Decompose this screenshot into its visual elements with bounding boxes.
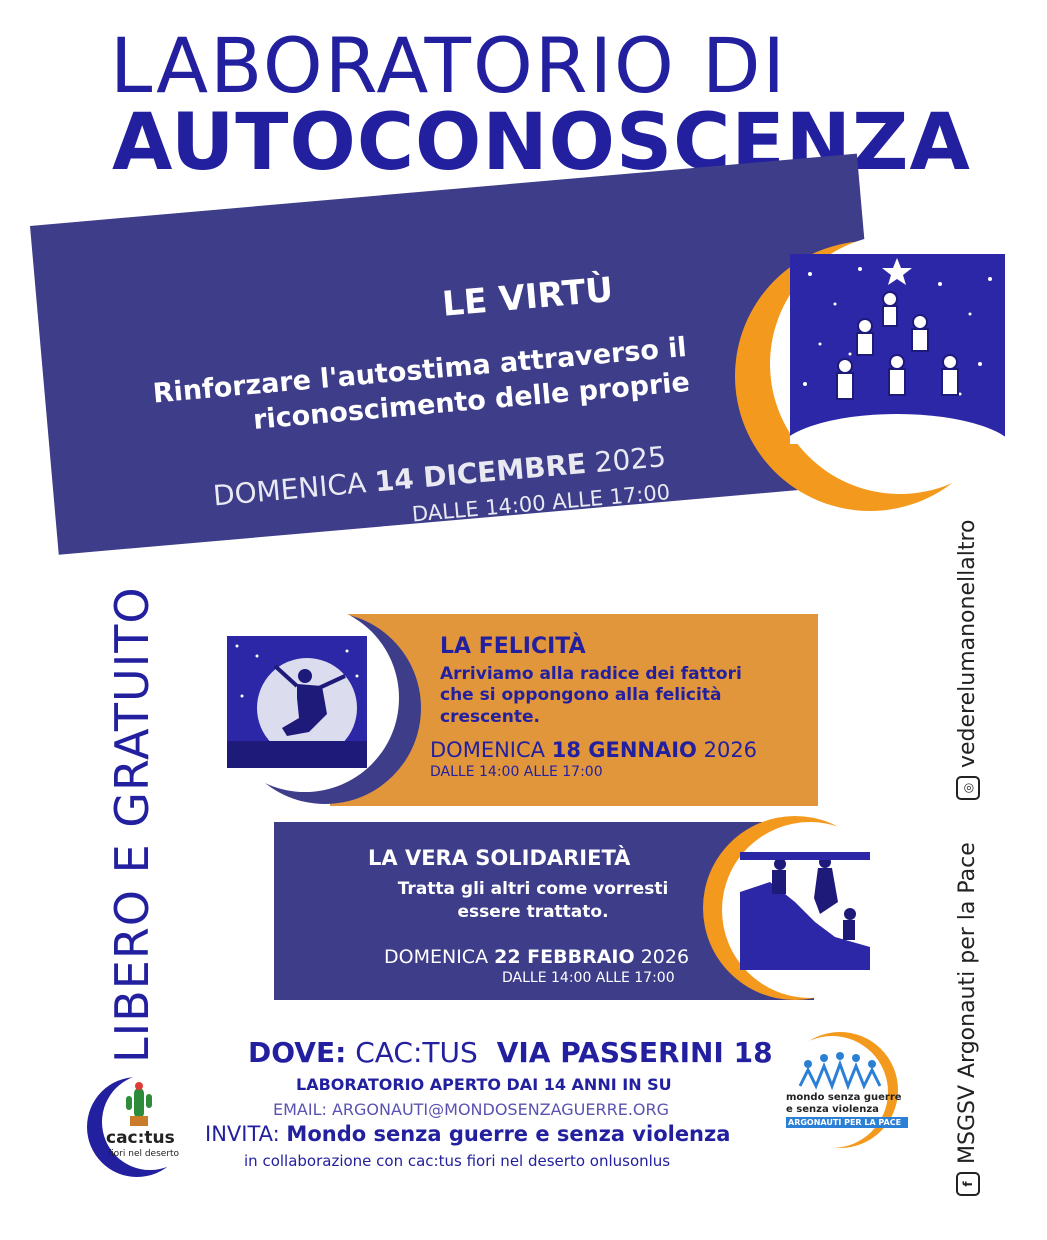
invita-label: INVITA:	[205, 1122, 280, 1146]
facebook-page[interactable]	[955, 842, 980, 1196]
age-note: LABORATORIO APERTO DAI 14 ANNI IN SU	[296, 1075, 672, 1094]
mondo-logo-line2: e senza violenza	[786, 1104, 879, 1115]
title-line2: AUTOCONOSCENZA	[112, 98, 971, 188]
dove-address: VIA PASSERINI 18	[496, 1036, 773, 1069]
instagram-icon: ◎	[956, 776, 980, 800]
libero-gratuito-label: LIBERO E GRATUITO	[105, 586, 159, 1063]
event2-title: LA FELICITÀ	[440, 634, 586, 659]
climbers-helping-illustration	[740, 852, 870, 970]
children-pyramid-illustration	[790, 254, 1005, 444]
invita-org: Mondo senza guerre e senza violenza	[286, 1122, 731, 1146]
collaboration-line: in collaborazione con cac:tus fiori nel deserto onlusonlus	[244, 1152, 671, 1170]
instagram-handle-text: vederelumanonellaltro	[955, 519, 980, 768]
event1-hours: DALLE 14:00 ALLE 17:00	[410, 480, 672, 527]
event1-illustration	[790, 254, 1005, 444]
event1-title: LE VIRTÙ	[440, 270, 615, 325]
event1-description: Rinforzare l'autostima attraverso il riconoscimento delle proprie	[151, 331, 691, 437]
event2-illustration	[227, 636, 367, 768]
mondo-logo-line1: mondo senza guerre	[786, 1092, 902, 1103]
event2-year: 2026	[703, 738, 758, 762]
event1-date: 14 DICEMBRE	[373, 446, 588, 499]
cactus-crescent-icon	[82, 1072, 192, 1182]
floating-woman-moon-illustration	[227, 636, 367, 768]
dove-line	[248, 1036, 773, 1069]
event2-day: DOMENICA	[430, 738, 546, 762]
event2-date-line	[430, 738, 757, 762]
event3-date-line	[384, 946, 689, 968]
instagram-handle[interactable]	[955, 520, 980, 800]
event3-title: LA VERA SOLIDARIETÀ	[368, 846, 631, 870]
event1-year: 2025	[593, 440, 668, 480]
invita-line	[205, 1122, 730, 1146]
dove-place: CAC:TUS	[355, 1036, 478, 1069]
event3-hours: DALLE 14:00 ALLE 17:00	[502, 970, 675, 986]
dove-label: DOVE:	[248, 1036, 347, 1069]
event1-day: DOMENICA	[211, 466, 368, 513]
event3-date: 22 FEBBRAIO	[494, 946, 635, 968]
facebook-icon: f	[956, 1172, 980, 1196]
event2-date: 18 GENNAIO	[551, 738, 697, 762]
event3-year: 2026	[640, 946, 690, 968]
email-line[interactable]: EMAIL: ARGONAUTI@MONDOSENZAGUERRE.ORG	[273, 1100, 670, 1119]
event3-description: Tratta gli altri come vorresti essere trattato.	[397, 879, 669, 922]
mondo-senza-guerre-logo	[770, 1028, 920, 1158]
event2-description: Arriviamo alla radice dei fattori che si oppongono alla felicità crescente.	[440, 664, 742, 727]
cactus-logo-name: cac:tus	[106, 1128, 175, 1148]
mondo-logo-line3: ARGONAUTI PER LA PACE	[786, 1117, 908, 1128]
cactus-logo	[82, 1072, 192, 1182]
event2-hours: DALLE 14:00 ALLE 17:00	[430, 764, 603, 780]
title-line1: LABORATORIO DI	[110, 21, 787, 110]
cactus-logo-tagline: fiori nel deserto	[108, 1149, 180, 1159]
event3-illustration	[740, 852, 870, 970]
event3-day: DOMENICA	[384, 946, 489, 968]
facebook-page-text: MSGSV Argonauti per la Pace	[955, 842, 980, 1164]
